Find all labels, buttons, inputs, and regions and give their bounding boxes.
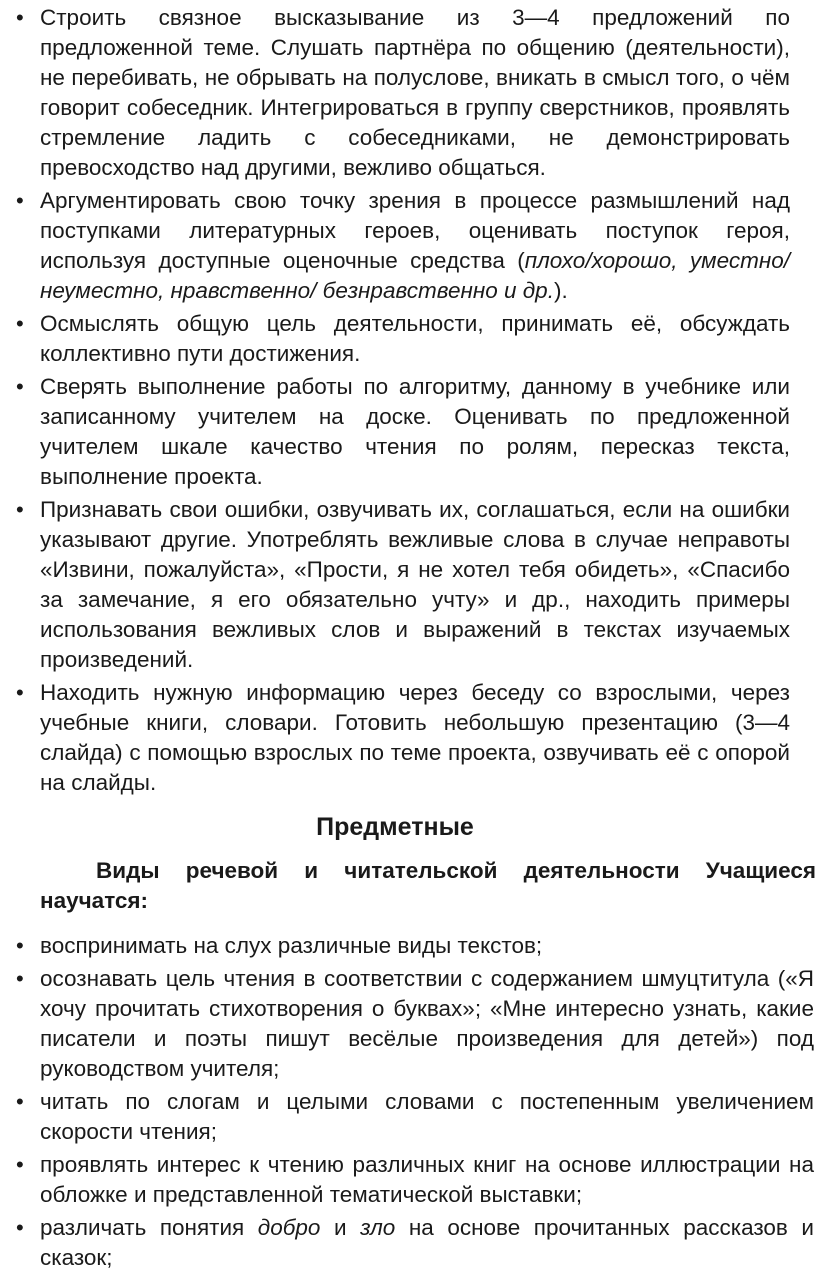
list-item: [0, 678, 816, 798]
list-item-text: Признавать свои ошибки, озвучивать их, соглашаться, если на ошибки указывают другие. Употреблять вежливые слова в случае неправоты «Извини, пожалуйста», «Прости, я не хотел тебя обидеть», «Спасибо за замечание, я его обязательно учту» и др., находить примеры использования вежливых слов и выражений в текстах изучаемых произведений.: [40, 497, 790, 672]
bullet-icon: •: [16, 1089, 24, 1114]
list-item-text: Сверять выполнение работы по алгоритму, данному в учебнике или записанному учителем на доске. Оценивать по предложенной учителем шкале качество чтения по ролям, пересказ текста, выполнение проекта.: [40, 374, 790, 489]
bullet-icon: •: [16, 966, 24, 991]
list-item: [0, 964, 816, 1084]
bullet-icon: •: [16, 1215, 24, 1240]
section-heading: Предметные: [316, 813, 474, 841]
list-item-text-end: на основе прочитанных рассказов и сказок;: [40, 1215, 814, 1270]
subheading-line-1: Виды речевой и читательской деятельности Учащиеся: [96, 858, 816, 883]
list-item: [0, 1087, 816, 1147]
list-item-text: Аргументировать свою точку зрения в процессе размышлений над поступками литературных героев, оценивать поступок героя, используя доступные оценочные средства (: [40, 188, 790, 273]
list-item: [0, 495, 816, 675]
list-item: [0, 3, 816, 183]
list-item-italic-text: плохо/хорошо, уместно/неуместно, нравственно/ безнравственно и др.: [40, 248, 790, 303]
list-item-text: Осмыслять общую цель деятельности, принимать её, обсуждать коллективно пути достижения.: [40, 311, 790, 366]
list-item-text: осознавать цель чтения в соответствии с содержанием шмуцтитула («Я хочу прочитать стихотворения о буквах»; «Мне интересно узнать, какие писатели и поэты пишут весёлые произведения для детей») под руководством учителя;: [40, 966, 814, 1081]
list-item: [0, 372, 816, 492]
bullet-icon: •: [16, 311, 24, 336]
bullet-icon: •: [16, 374, 24, 399]
list-item-text: различать понятия: [40, 1215, 258, 1240]
list-item-text-end: ).: [553, 278, 568, 303]
list-item-italic-text: зло: [360, 1215, 396, 1240]
list-item: [0, 1213, 816, 1273]
list-item: [0, 309, 816, 369]
list-item-text-mid: и: [320, 1215, 361, 1240]
list-item-text: проявлять интерес к чтению различных книг на основе иллюстрации на обложке и представленной тематической выставки;: [40, 1152, 814, 1207]
bullet-icon: •: [16, 680, 24, 705]
bullet-icon: •: [16, 1152, 24, 1177]
list-item: [0, 1150, 816, 1210]
subheading-line-2: научатся:: [40, 888, 149, 913]
list-item: [0, 186, 816, 306]
communicative-skills-list: [0, 3, 816, 801]
bullet-icon: •: [16, 933, 24, 958]
list-item-italic-text: добро: [257, 1215, 321, 1240]
bullet-icon: •: [16, 5, 24, 30]
list-item: [0, 931, 816, 961]
learning-outcomes-list: [0, 931, 816, 1276]
list-item-text: читать по слогам и целыми словами с постепенным увеличением скорости чтения;: [40, 1089, 814, 1144]
list-item-text: Находить нужную информацию через беседу со взрослыми, через учебные книги, словари. Готовить небольшую презентацию (3—4 слайда) с помощью взрослых по теме проекта, озвучивать её с опорой на слайды.: [40, 680, 790, 795]
list-item-text: воспринимать на слух различные виды текстов;: [40, 933, 543, 958]
subheading: [40, 856, 816, 916]
bullet-icon: •: [16, 188, 24, 213]
bullet-icon: •: [16, 497, 24, 522]
list-item-text: Строить связное высказывание из 3—4 предложений по предложенной теме. Слушать партнёра по общению (деятельности), не перебивать, не обрывать на полуслове, вникать в смысл того, о чём говорит собеседник. Интегрироваться в группу сверстников, проявлять стремление ладить с собеседниками, не демонстрировать превосходство над другими, вежливо общаться.: [40, 5, 790, 180]
